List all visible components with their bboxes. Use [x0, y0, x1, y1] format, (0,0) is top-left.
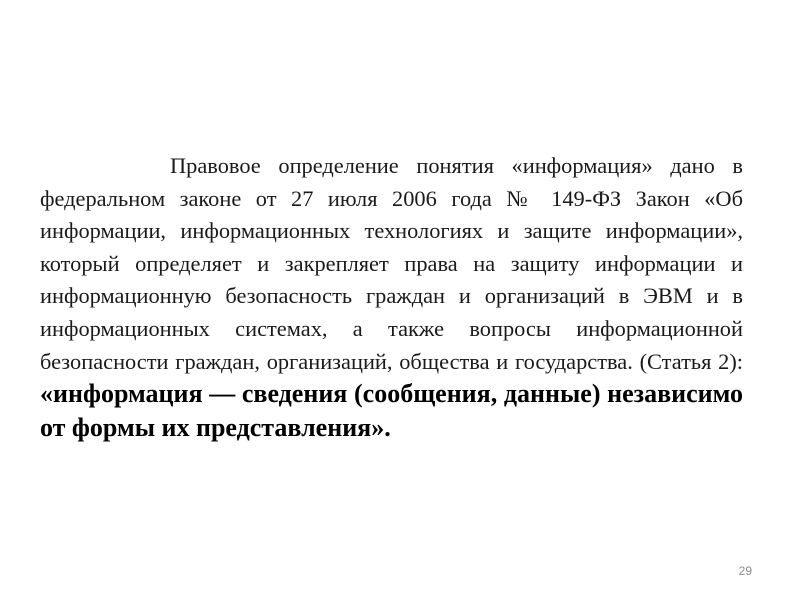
page-number: 29: [738, 564, 752, 578]
paragraph-intro-text: Правовое определение понятия «информация» дано в федеральном законе от 27 июля 2006 года № 149-ФЗ Закон «Об информации, информационных технологиях и защите информации», который определяет и закрепляет права на защиту информации и информационную безопасность граждан и организаций в ЭВМ и в информационных системах, а также вопросы информационной безопасности граждан, организаций, общества и государства. (Статья 2):: [40, 153, 743, 374]
open-quote: «: [40, 379, 53, 409]
definition-paragraph: [40, 150, 743, 445]
information-definition: информация — сведения (сообщения, данные) независимо от формы их представления: [40, 379, 743, 442]
close-quote: ».: [371, 412, 391, 442]
